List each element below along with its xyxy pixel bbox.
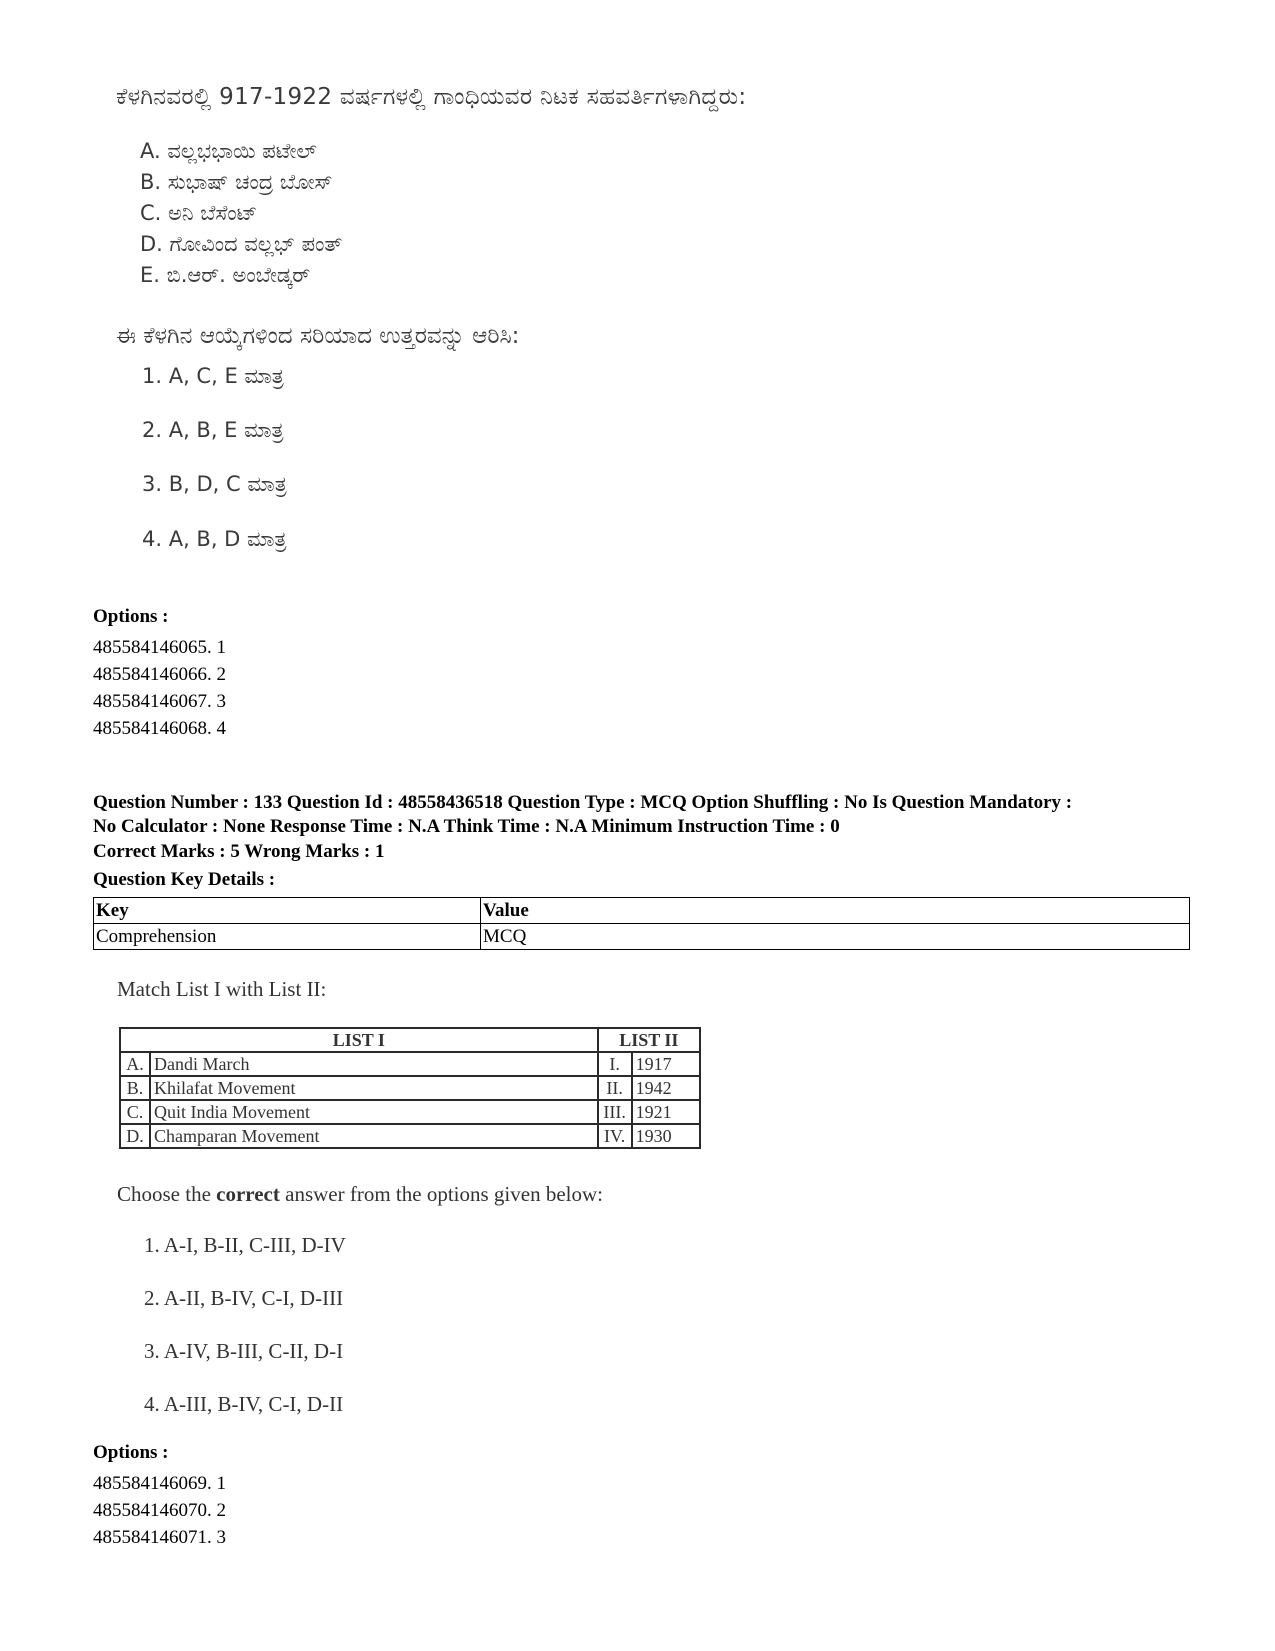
statement-item: A. ವಲ್ಲಭಭಾಯಿ ಪಟೇಲ್: [140, 139, 317, 163]
match-row: [120, 1052, 700, 1076]
option-item: 485584146068. 4: [93, 718, 226, 739]
option-item: 485584146067. 3: [93, 691, 226, 712]
match-row: [120, 1100, 700, 1124]
match-title: Match List I with List II:: [117, 977, 327, 1001]
marks-info: Correct Marks : 5 Wrong Marks : 1: [93, 841, 385, 862]
list-letter: A.: [120, 1052, 150, 1076]
answer-choice: 4. A, B, D ಮಾತ್ರ: [142, 527, 287, 551]
statement-item: E. ಬಿ.ಆರ್. ಅಂಬೇಡ್ಕರ್: [140, 263, 311, 287]
list-roman: III.: [598, 1100, 632, 1124]
key-details-label: Question Key Details :: [93, 869, 276, 890]
question-instruction: ಈ ಕೆಳಗಿನ ಆಯ್ಕೆಗಳಿಂದ ಸರಿಯಾದ ಉತ್ತರವನ್ನು ಆರಿಸಿ:: [116, 323, 520, 349]
match-row: [120, 1124, 700, 1148]
table-cell: Comprehension: [94, 924, 481, 950]
option-item: 485584146069. 1: [93, 1473, 226, 1494]
answer-choice: 3. B, D, C ಮಾತ್ರ: [142, 472, 287, 496]
list-roman: II.: [598, 1076, 632, 1100]
metadata-line: Question Number : 133 Question Id : 48558436518 Question Type : MCQ Option Shuffling : No Is Question Mandatory :: [93, 792, 1073, 813]
list-year: 1930: [632, 1124, 700, 1148]
list-year: 1921: [632, 1100, 700, 1124]
statement-item: C. ಅನಿ ಬೆಸೆಂಟ್: [140, 201, 258, 225]
choose-emphasis: correct: [216, 1182, 280, 1206]
list-event: Dandi March: [150, 1052, 598, 1076]
choose-text: answer from the options given below:: [279, 1182, 603, 1206]
question-text: ಕೆಳಗಿನವರಲ್ಲಿ 917-1922 ವರ್ಷಗಳಲ್ಲಿ ಗಾಂಧಿಯವರ ನಿಟಕ ಸಹವರ್ತಿಗಳಾಗಿದ್ದರು:: [116, 84, 747, 110]
table-header-cell: Key: [94, 898, 481, 924]
options-label: Options :: [93, 606, 169, 627]
list-year: 1917: [632, 1052, 700, 1076]
list-letter: C.: [120, 1100, 150, 1124]
answer-choice: 1. A, C, E ಮಾತ್ರ: [142, 364, 284, 388]
table-header-row: [94, 898, 1190, 924]
statement-list: [140, 136, 342, 291]
answer-choice: 4. A-III, B-IV, C-I, D-II: [144, 1392, 344, 1416]
list-year: 1942: [632, 1076, 700, 1100]
table-cell: MCQ: [481, 924, 1190, 950]
statement-item: D. ಗೋವಿಂದ ವಲ್ಲಭ್ ಪಂತ್: [140, 232, 343, 256]
list-event: Champaran Movement: [150, 1124, 598, 1148]
statement-item: B. ಸುಭಾಷ್ ಚಂದ್ರ ಬೋಸ್: [140, 170, 333, 194]
match-header-row: [120, 1028, 700, 1052]
answer-choice: 2. A, B, E ಮಾತ್ರ: [142, 418, 284, 442]
answer-choice: 3. A-IV, B-III, C-II, D-I: [144, 1339, 344, 1363]
key-details-table: [93, 897, 1190, 950]
list-event: Khilafat Movement: [150, 1076, 598, 1100]
option-item: 485584146070. 2: [93, 1500, 226, 1521]
option-item: 485584146071. 3: [93, 1527, 226, 1548]
list-letter: D.: [120, 1124, 150, 1148]
choose-instruction: [117, 1182, 603, 1207]
choose-text: Choose the: [117, 1182, 217, 1206]
answer-choice: 1. A-I, B-II, C-III, D-IV: [144, 1233, 346, 1257]
match-table: [119, 1027, 701, 1149]
list-roman: IV.: [598, 1124, 632, 1148]
table-row: [94, 924, 1190, 950]
list-letter: B.: [120, 1076, 150, 1100]
table-header-cell: Value: [481, 898, 1190, 924]
match-row: [120, 1076, 700, 1100]
metadata-line: No Calculator : None Response Time : N.A Think Time : N.A Minimum Instruction Time : 0: [93, 816, 840, 837]
options-label: Options :: [93, 1442, 169, 1463]
answer-choice: 2. A-II, B-IV, C-I, D-III: [144, 1286, 344, 1310]
question-metadata: [93, 791, 1193, 839]
option-item: 485584146065. 1: [93, 637, 226, 658]
list-event: Quit India Movement: [150, 1100, 598, 1124]
list-roman: I.: [598, 1052, 632, 1076]
list-one-header: LIST I: [120, 1028, 598, 1052]
list-two-header: LIST II: [598, 1028, 700, 1052]
option-item: 485584146066. 2: [93, 664, 226, 685]
